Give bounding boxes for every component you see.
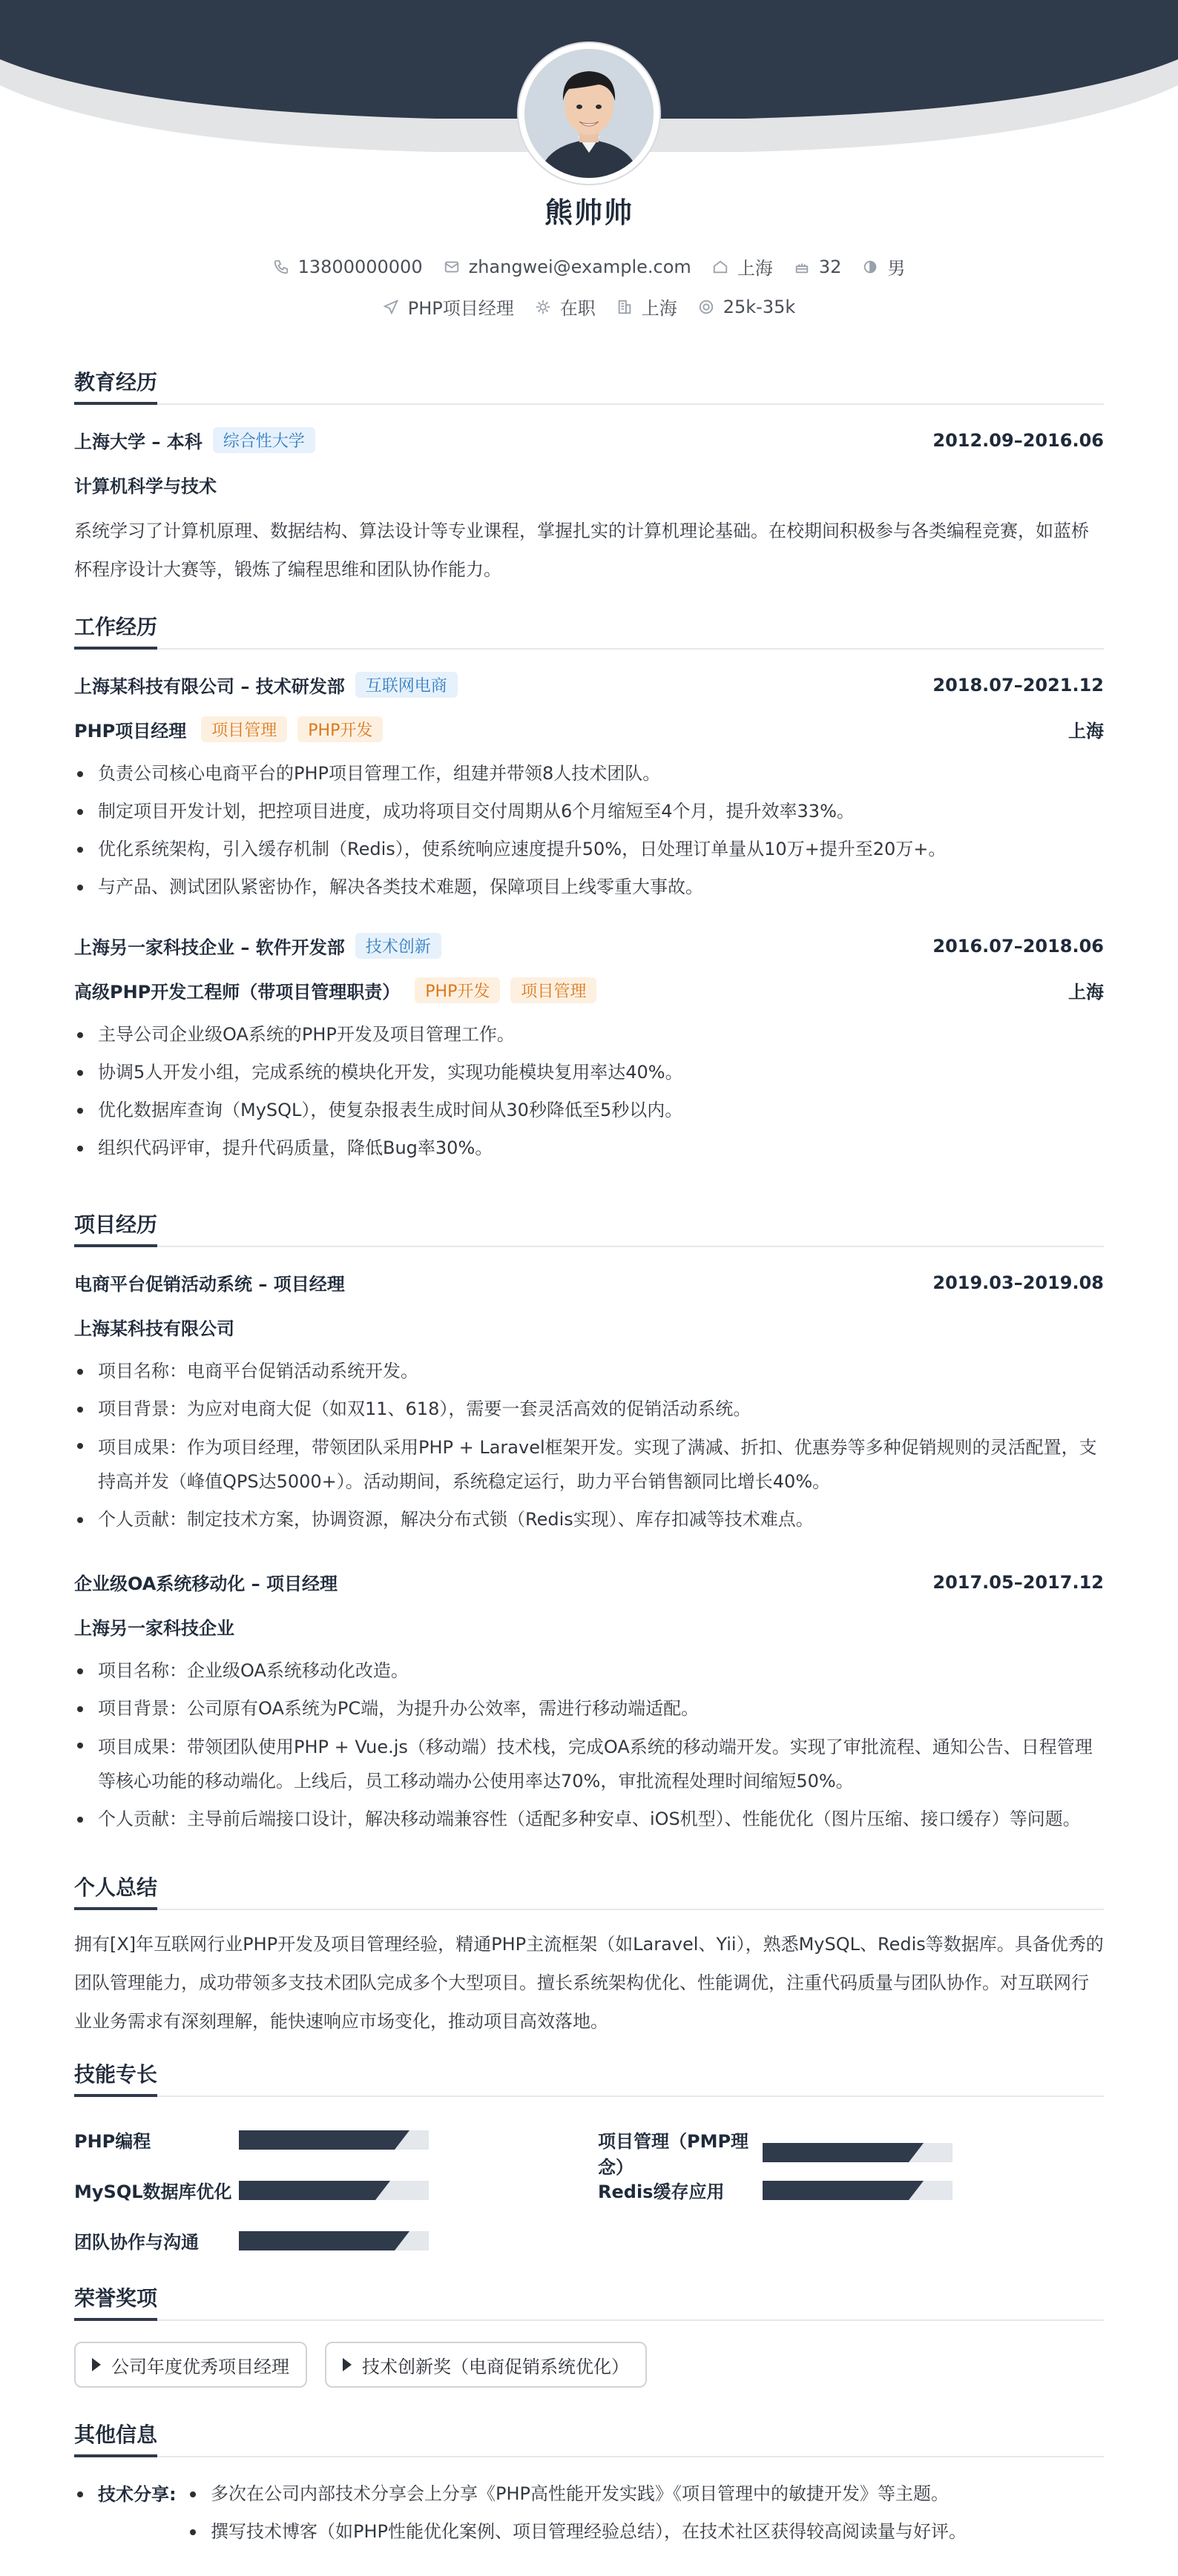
skill-item [74,2127,429,2153]
status-icon [535,299,551,315]
skill-item [598,2127,952,2179]
work-1-header [74,672,1104,698]
home-icon [712,259,728,275]
list-item: 制定项目开发计划，把控项目进度，成功将项目交付周期从6个月缩短至4个月，提升效率33%。 [74,793,1104,830]
education-desc: 系统学习了计算机原理、数据结构、算法设计等专业课程，掌握扎实的计算机理论基础。在校期间积极参与各类编程竞赛，如蓝桥杯程序设计大赛等，锻炼了编程思维和团队协作能力。 [74,521,1089,580]
education-date: 2012.09–2016.06 [932,429,1104,451]
phone-icon [273,259,289,275]
project-1-bullets [74,1353,1104,1539]
project-1-date: 2019.03–2019.08 [932,1272,1104,1293]
project-1-company: 上海某科技有限公司 [74,1318,234,1339]
work-2-location: 上海 [1068,982,1104,1003]
work-2-tag: 技术创新 [355,933,441,959]
skill-item [598,2177,952,2203]
list-item: 与产品、测试团队紧密协作，解决各类技术难题，保障项目上线零重大事故。 [74,868,1104,906]
list-item: 项目成果：带领团队使用PHP + Vue.js（移动端）技术栈，完成OA系统的移动端开发。实现了审批流程、通知公告、日程管理等核心功能的移动端化。上线后，员工移动端办公使用率达70%，审批流程处理时间缩短50%。 [74,1728,1104,1800]
target-city-text: 上海 [641,298,677,319]
triangle-icon [343,2358,352,2371]
work-1-role-tag-1: 项目管理 [201,716,287,742]
job-title-text: PHP项目经理 [407,298,514,319]
skill-bar [763,2181,952,2200]
project-1-company-row [74,1314,1104,1340]
project-2-company-row [74,1614,1104,1639]
work-1-company: 上海某科技有限公司 – 技术研发部 [74,676,345,697]
honor-text: 技术创新奖（电商促销系统优化） [362,2356,629,2377]
summary-section [74,1872,1104,2035]
list-item: 项目背景：为应对电商大促（如双11、618），需要一套灵活高效的促销活动系统。 [74,1390,1104,1428]
work-1-role-row [74,716,1104,742]
list-item: 协调5人开发小组，完成系统的模块化开发，实现功能模块复用率达40%。 [74,1054,1104,1092]
other-label-wrap [74,2475,187,2551]
work-title: 工作经历 [74,611,1104,650]
city-text: 上海 [737,258,773,279]
education-title: 教育经历 [74,366,1104,405]
salary-item [698,297,796,317]
skill-bar [763,2143,952,2162]
honor-text: 公司年度优秀项目经理 [111,2356,289,2377]
major: 计算机科学与技术 [74,476,217,497]
skill-bar-fill [763,2181,909,2200]
major-row [74,472,1104,498]
skill-name: PHP编程 [74,2131,151,2152]
skills-title: 技能专长 [74,2058,1104,2097]
skill-bar [239,2231,429,2250]
send-icon [383,299,399,315]
email-item [444,257,691,277]
list-item: 优化数据库查询（MySQL），使复杂报表生成时间从30秒降低至5秒以内。 [74,1092,1104,1129]
list-item: 撰写技术博客（如PHP性能优化案例、项目管理经验总结），在技术社区获得较高阅读量与好评。 [187,2513,1099,2551]
school-tag: 综合性大学 [213,427,315,453]
email-text: zhangwei@example.com [468,256,691,277]
projects-section [74,1209,1104,1839]
honor-item [74,2342,307,2388]
city-item [712,254,773,280]
list-item: 负责公司核心电商平台的PHP项目管理工作，组建并带领8人技术团队。 [74,755,1104,793]
list-item: 优化系统架构，引入缓存机制（Redis），使系统响应速度提升50%，日处理订单量从10万+提升至20万+。 [74,830,1104,868]
age-text: 32 [818,256,842,277]
work-2-bullets [74,1016,1104,1167]
skill-name: 团队协作与沟通 [74,2232,199,2253]
work-2-role-tag-1: PHP开发 [415,977,500,1003]
work-2-role-tag-2: 项目管理 [510,977,596,1003]
skill-name: MySQL数据库优化 [74,2182,232,2202]
candidate-name: 熊帅帅 [544,196,634,229]
list-item: 组织代码评审，提升代码质量，降低Bug率30%。 [74,1129,1104,1167]
skill-bar [239,2130,429,2150]
project-1-title: 电商平台促销活动系统 – 项目经理 [74,1274,345,1295]
work-1-role: PHP项目经理 [74,721,187,742]
list-item: 项目名称：电商平台促销活动系统开发。 [74,1353,1104,1390]
target-city-item [616,294,677,320]
list-item: 个人贡献：制定技术方案，协调资源，解决分布式锁（Redis实现）、库存扣减等技术难点。 [74,1501,1104,1539]
honors-section [74,2282,1104,2386]
honor-item [325,2342,647,2388]
project-2-header [74,1569,1104,1595]
project-2-date: 2017.05–2017.12 [932,1571,1104,1593]
work-1-date: 2018.07–2021.12 [932,674,1104,696]
list-item: 项目名称：企业级OA系统移动化改造。 [74,1652,1104,1690]
skill-name: Redis缓存应用 [598,2182,725,2202]
status-text: 在职 [559,298,596,319]
cake-icon [794,259,810,275]
other-section [74,2419,1104,2567]
work-1-tag: 互联网电商 [355,672,458,698]
salary-text: 25k-35k [723,296,796,317]
other-title: 其他信息 [74,2419,1104,2457]
skill-bar-fill [239,2231,395,2250]
skill-bar-fill [239,2130,395,2150]
work-2-role-row [74,977,1104,1003]
list-item: 项目成果：作为项目经理，带领团队采用PHP + Laravel框架开发。实现了满减、折扣、优惠券等多种促销规则的灵活配置，支持高并发（峰值QPS达5000+）。活动期间，系统稳定运行，助力平台销售额同比增长40%。 [74,1428,1104,1501]
gender-icon [862,259,878,275]
gender-item [862,254,905,280]
phone-text: 13800000000 [297,256,423,277]
job-title-item [383,294,514,320]
avatar [519,43,659,184]
work-section [74,611,1104,1175]
honors-title: 荣誉奖项 [74,2282,1104,2321]
skill-name: 项目管理（PMP理念） [598,2131,749,2178]
mail-icon [444,259,460,275]
work-2-company: 上海另一家科技企业 – 软件开发部 [74,937,345,958]
summary-text: 拥有[X]年互联网行业PHP开发及项目管理经验，精通PHP主流框架（如Laravel、Yii），熟悉MySQL、Redis等数据库。具备优秀的团队管理能力，成功带领多支技术团队完成多个大型项目。擅长系统架构优化、性能调优，注重代码质量与团队协作。对互联网行业业务需求有深刻理解，能快速响应市场变化，推动项目高效落地。 [74,1934,1104,2032]
work-1-location: 上海 [1068,721,1104,742]
skill-item [74,2177,429,2203]
work-1-bullets [74,755,1104,906]
work-2-header [74,933,1104,959]
work-1-role-tag-2: PHP开发 [297,716,383,742]
other-items [187,2475,1099,2551]
list-item: 个人贡献：主导前后端接口设计，解决移动端兼容性（适配多种安卓、iOS机型）、性能优化（图片压缩、接口缓存）等问题。 [74,1800,1104,1838]
skill-bar-fill [763,2143,909,2162]
contact-row [0,254,1178,280]
bullet-dot [77,2491,83,2497]
list-item: 项目背景：公司原有OA系统为PC端，为提升办公效率，需进行移动端适配。 [74,1690,1104,1728]
list-item: 多次在公司内部技术分享会上分享《PHP高性能开发实践》《项目管理中的敏捷开发》等主题。 [187,2475,1099,2513]
job-intent-row [0,294,1178,320]
skill-bar-fill [239,2181,375,2200]
project-1-header [74,1269,1104,1295]
project-2-title: 企业级OA系统移动化 – 项目经理 [74,1573,338,1594]
gender-text: 男 [887,258,906,279]
work-2-role: 高级PHP开发工程师（带项目管理职责） [74,982,401,1003]
age-item [794,257,842,277]
skill-bar [239,2181,429,2200]
skills-section [74,2058,1104,2266]
list-item: 主导公司企业级OA系统的PHP开发及项目管理工作。 [74,1016,1104,1054]
summary-title: 个人总结 [74,1872,1104,1910]
project-2-company: 上海另一家科技企业 [74,1618,234,1639]
phone-item [273,257,423,277]
other-label: 技术分享: [98,2484,177,2505]
projects-title: 项目经历 [74,1209,1104,1247]
coin-icon [698,299,714,315]
status-item [535,294,596,320]
project-2-bullets [74,1652,1104,1838]
triangle-icon [92,2358,101,2371]
other-block [74,2475,1104,2551]
skill-item [74,2227,429,2253]
education-section [74,366,1104,589]
education-header [74,427,1104,453]
building-icon [616,299,633,315]
school-name: 上海大学 – 本科 [74,432,203,452]
work-2-date: 2016.07–2018.06 [932,935,1104,957]
